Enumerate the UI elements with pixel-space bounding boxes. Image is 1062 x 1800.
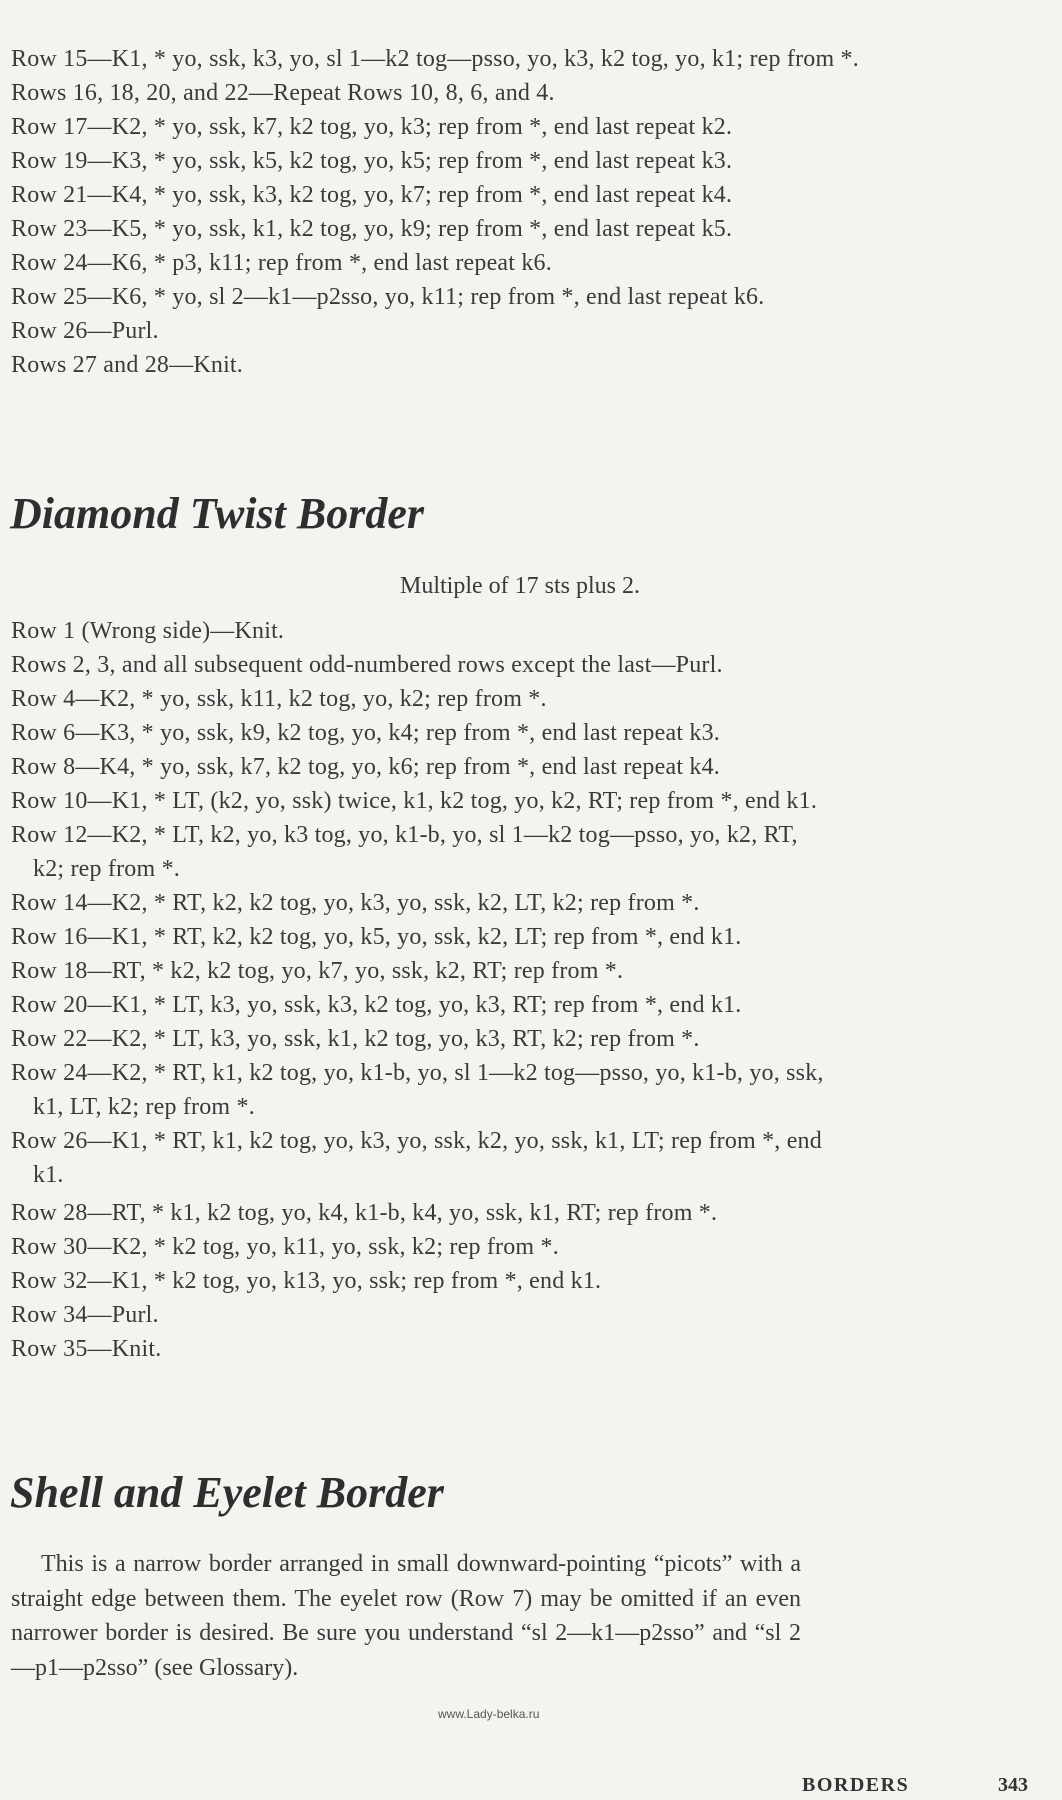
- pattern-row: Row 16—K1, * RT, k2, k2 tog, yo, k5, yo, ssk, k2, LT; rep from *, end k1.: [11, 924, 742, 950]
- pattern-row: Row 23—K5, * yo, ssk, k1, k2 tog, yo, k9; rep from *, end last repeat k5.: [11, 216, 733, 242]
- pattern-row: Rows 27 and 28—Knit.: [11, 352, 243, 378]
- pattern-row: Row 35—Knit.: [11, 1336, 162, 1362]
- pattern-row: Row 4—K2, * yo, ssk, k11, k2 tog, yo, k2; rep from *.: [11, 686, 547, 712]
- section-title-diamond-twist-border: Diamond Twist Border: [10, 489, 424, 538]
- pattern-row: Row 28—RT, * k1, k2 tog, yo, k4, k1-b, k4, yo, ssk, k1, RT; rep from *.: [11, 1200, 718, 1226]
- pattern-row: Row 17—K2, * yo, ssk, k7, k2 tog, yo, k3; rep from *, end last repeat k2.: [11, 114, 733, 140]
- page-number: 343: [998, 1774, 1028, 1796]
- pattern-row: Rows 16, 18, 20, and 22—Repeat Rows 10, 8, 6, and 4.: [11, 80, 555, 106]
- pattern-row: Row 22—K2, * LT, k3, yo, ssk, k1, k2 tog, yo, k3, RT, k2; rep from *.: [11, 1026, 700, 1052]
- pattern-row: Row 1 (Wrong side)—Knit.: [11, 618, 285, 644]
- pattern-row-continuation: k1, LT, k2; rep from *.: [33, 1094, 255, 1120]
- pattern-row: Row 15—K1, * yo, ssk, k3, yo, sl 1—k2 tog—psso, yo, k3, k2 tog, yo, k1; rep from *.: [11, 46, 859, 72]
- pattern-row-continuation: k1.: [33, 1162, 64, 1188]
- pattern-row-continuation: k2; rep from *.: [33, 856, 180, 882]
- section-intro: This is a narrow border arranged in small downward-pointing “picots” with a straight edge between them. The eyelet row (Row 7) may be omitted if an even narrower border is desired. Be sure you understand “sl 2—k1—p2sso” and “sl 2—p1—p2sso” (see Glossary).: [11, 1551, 801, 1681]
- pattern-row: Row 24—K6, * p3, k11; rep from *, end last repeat k6.: [11, 250, 552, 276]
- pattern-row: Row 26—Purl.: [11, 318, 159, 344]
- pattern-row: Row 18—RT, * k2, k2 tog, yo, k7, yo, ssk, k2, RT; rep from *.: [11, 958, 624, 984]
- pattern-row: Row 10—K1, * LT, (k2, yo, ssk) twice, k1, k2 tog, yo, k2, RT; rep from *, end k1.: [11, 788, 818, 814]
- pattern-row: Row 21—K4, * yo, ssk, k3, k2 tog, yo, k7; rep from *, end last repeat k4.: [11, 182, 733, 208]
- pattern-row: Row 24—K2, * RT, k1, k2 tog, yo, k1-b, yo, sl 1—k2 tog—psso, yo, k1-b, yo, ssk,: [11, 1060, 824, 1086]
- running-head: BORDERS: [802, 1774, 910, 1796]
- pattern-row: Rows 2, 3, and all subsequent odd-numbered rows except the last—Purl.: [11, 652, 723, 678]
- pattern-row: Row 34—Purl.: [11, 1302, 159, 1328]
- pattern-row: Row 20—K1, * LT, k3, yo, ssk, k3, k2 tog, yo, k3, RT; rep from *, end k1.: [11, 992, 742, 1018]
- pattern-row: Row 14—K2, * RT, k2, k2 tog, yo, k3, yo, ssk, k2, LT, k2; rep from *.: [11, 890, 700, 916]
- pattern-row: Row 25—K6, * yo, sl 2—k1—p2sso, yo, k11; rep from *, end last repeat k6.: [11, 284, 765, 310]
- watermark: www.Lady-belka.ru: [438, 1707, 540, 1721]
- pattern-row: Row 8—K4, * yo, ssk, k7, k2 tog, yo, k6; rep from *, end last repeat k4.: [11, 754, 720, 780]
- pattern-row: Row 12—K2, * LT, k2, yo, k3 tog, yo, k1-b, yo, sl 1—k2 tog—psso, yo, k2, RT,: [11, 822, 798, 848]
- stitch-multiple: Multiple of 17 sts plus 2.: [399, 573, 640, 599]
- pattern-row: Row 30—K2, * k2 tog, yo, k11, yo, ssk, k2; rep from *.: [11, 1234, 559, 1260]
- pattern-row: Row 26—K1, * RT, k1, k2 tog, yo, k3, yo, ssk, k2, yo, ssk, k1, LT; rep from *, end: [11, 1128, 822, 1154]
- pattern-row: Row 32—K1, * k2 tog, yo, k13, yo, ssk; rep from *, end k1.: [11, 1268, 602, 1294]
- section-title-shell-and-eyelet-border: Shell and Eyelet Border: [10, 1468, 444, 1517]
- pattern-row: Row 6—K3, * yo, ssk, k9, k2 tog, yo, k4; rep from *, end last repeat k3.: [11, 720, 720, 746]
- pattern-row: Row 19—K3, * yo, ssk, k5, k2 tog, yo, k5; rep from *, end last repeat k3.: [11, 148, 733, 174]
